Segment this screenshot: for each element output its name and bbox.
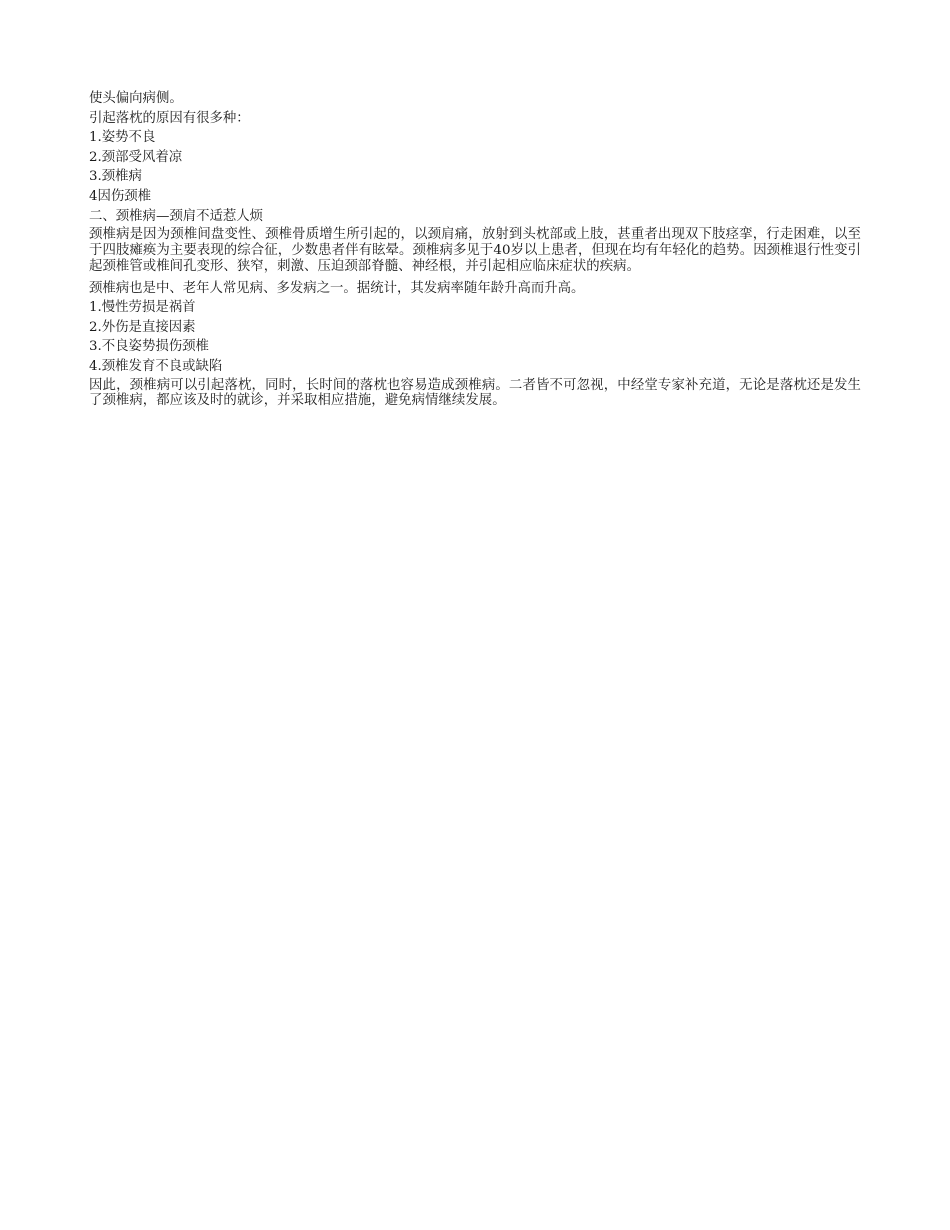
list-item: 2.外伤是直接因素 <box>89 319 196 335</box>
text-line-causes-intro: 引起落枕的原因有很多种： <box>89 110 250 126</box>
list-item: 3.不良姿势损伤颈椎 <box>89 339 209 355</box>
list-item: 4因伤颈椎 <box>89 188 152 204</box>
list-item: 1.姿势不良 <box>89 130 156 146</box>
text-line-head-tilt: 使头偏向病侧。 <box>89 91 183 106</box>
paragraph-cervical-incidence: 颈椎病也是中、老年人常见病、多发病之一。据统计，其发病率随年龄升高而升高。 <box>89 280 585 296</box>
list-item: 3.颈椎病 <box>89 169 142 185</box>
paragraph-conclusion: 因此，颈椎病可以引起落枕，同时，长时间的落枕也容易造成颈椎病。二者皆不可忽视，中经堂专家补充道，无论是落枕还是发生了颈椎病，都应该及时的就诊，并采取相应措施，避免病情继续发展。 <box>89 377 861 409</box>
document-body <box>89 89 861 413</box>
list-item: 2.颈部受风着凉 <box>89 149 183 165</box>
paragraph-cervical-definition: 颈椎病是因为颈椎间盘变性、颈椎骨质增生所引起的，以颈肩痛，放射到头枕部或上肢，甚重者出现双下肢痉挛，行走困难，以至于四肢瘫痪为主要表现的综合征，少数患者伴有眩晕。颈椎病多见于40岁以上患者，但现在均有年轻化的趋势。因颈椎退行性变引起颈椎管或椎间孔变形、狭窄，刺激、压迫颈部脊髓、神经根，并引起相应临床症状的疾病。 <box>89 227 861 274</box>
cervical-causes-list <box>89 298 861 376</box>
list-item: 1.慢性劳损是祸首 <box>89 300 196 316</box>
luozhen-causes-list <box>89 128 861 206</box>
section-heading: 二、颈椎病—颈肩不适惹人烦 <box>89 208 264 224</box>
list-item: 4.颈椎发育不良或缺陷 <box>89 358 223 374</box>
